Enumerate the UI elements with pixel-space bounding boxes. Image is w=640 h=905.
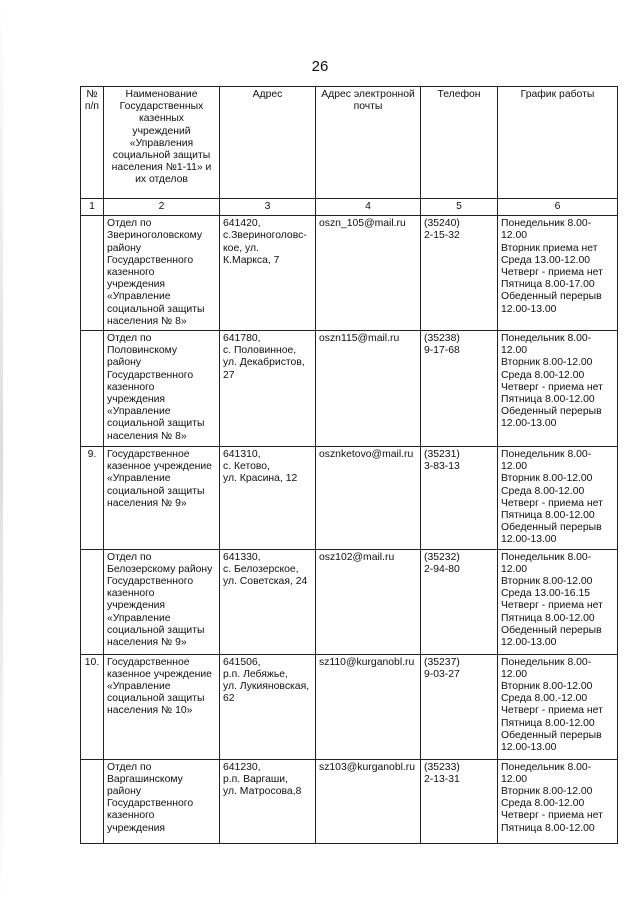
- email-cell: osz102@mail.ru: [316, 549, 421, 654]
- schedule-line: Четверг - приема нет: [501, 810, 603, 822]
- schedule-line: Четверг - приема нет: [501, 381, 603, 393]
- table-row: [81, 549, 618, 654]
- schedule-line: Пятница 8.00-12.00: [501, 394, 595, 406]
- institution-name-cell: Отдел по Половинскому району Государственного казенного учреждения «Управление социальной защиты населения № 8»: [104, 331, 220, 447]
- header-email: Адрес электронной почты: [316, 87, 421, 199]
- schedule-line: Четверг - приема нет: [501, 497, 603, 509]
- institution-name-cell: Отдел по Белозерскому району Государственного казенного учреждения «Управление социальной защиты населения № 9»: [104, 549, 220, 654]
- header-phone: Телефон: [421, 87, 498, 199]
- schedule-line: Пятница 8.00-12.00: [501, 612, 595, 624]
- address-cell: 641230, р.п. Варгаши, ул. Матросова,8: [220, 759, 316, 843]
- schedule-line: Вторник 8.00-12.00: [501, 681, 593, 693]
- header-name: Наименование Государственных казенных учреждений «Управления социальной защиты населения №1-11» и их отделов: [104, 87, 220, 199]
- schedule-cell: [498, 216, 618, 331]
- phone-cell: (35240) 2-15-32: [421, 216, 498, 331]
- column-number: 1: [81, 199, 104, 216]
- schedule-line: Пятница 8.00-12.00: [501, 717, 595, 729]
- schedule-cell: [498, 759, 618, 843]
- row-number-cell: 9.: [81, 447, 104, 550]
- email-cell: oszn115@mail.ru: [316, 331, 421, 447]
- schedule-line: Обеденный перерыв 12.00-13.00: [501, 406, 602, 430]
- header-address: Адрес: [220, 87, 316, 199]
- schedule-line: Понедельник 8.00- 12.00: [501, 449, 592, 473]
- schedule-line: Четверг - приема нет: [501, 267, 603, 279]
- institutions-table: [80, 86, 618, 844]
- schedule-line: Вторник 8.00-12.00: [501, 786, 593, 798]
- schedule-cell: [498, 654, 618, 759]
- schedule-line: Обеденный перерыв 12.00-13.00: [501, 624, 602, 649]
- table-row: [81, 447, 618, 550]
- address-cell: 641506, р.п. Лебяжье, ул. Лукияновская, 62: [220, 654, 316, 759]
- email-cell: sz103@kurganobl.ru: [316, 759, 421, 843]
- schedule-line: Четверг - приема нет: [501, 705, 603, 717]
- column-number: 4: [316, 199, 421, 216]
- schedule-line: Четверг - приема нет: [501, 600, 603, 612]
- schedule-line: Обеденный перерыв 12.00-13.00: [501, 729, 602, 754]
- column-number: 3: [220, 199, 316, 216]
- schedule-line: Понедельник 8.00- 12.00: [501, 333, 592, 357]
- address-cell: 641780, с. Половинное, ул. Декабристов, 27: [220, 331, 316, 447]
- schedule-line: Обеденный перерыв 12.00-13.00: [501, 291, 602, 315]
- institution-name-cell: Отдел по Звериноголовскому району Государственного казенного учреждения «Управление социальной защиты населения № 8»: [104, 216, 220, 331]
- schedule-line: Вторник приема нет: [501, 242, 598, 254]
- row-number-cell: 10.: [81, 654, 104, 759]
- email-cell: sz110@kurganobl.ru: [316, 654, 421, 759]
- schedule-line: Среда 8.00.-12.00: [501, 693, 588, 705]
- institution-name-cell: Государственное казенное учреждение «Управление социальной защиты населения № 10»: [104, 654, 220, 759]
- institution-name-cell: Отдел по Варгашинскому району Государственного казенного учреждения: [104, 759, 220, 843]
- phone-cell: (35233) 2-13-31: [421, 759, 498, 843]
- phone-cell: (35232) 2-94-80: [421, 549, 498, 654]
- email-cell: oszn_105@mail.ru: [316, 216, 421, 331]
- address-cell: 641330, с. Белозерское, ул. Советская, 24: [220, 549, 316, 654]
- row-number-cell: [81, 216, 104, 331]
- page-number: 26: [311, 58, 329, 75]
- schedule-line: Вторник 8.00-12.00: [501, 576, 593, 588]
- header-schedule: График работы: [498, 87, 618, 199]
- schedule-line: Среда 8.00-12.00: [501, 485, 585, 497]
- schedule-cell: [498, 447, 618, 550]
- schedule-line: Понедельник 8.00- 12.00: [501, 761, 592, 785]
- row-number-cell: [81, 549, 104, 654]
- schedule-line: Среда 8.00-12.00: [501, 798, 585, 810]
- schedule-line: Понедельник 8.00- 12.00: [501, 218, 592, 242]
- schedule-line: Среда 13.00-12.00: [501, 254, 591, 266]
- row-number-cell: [81, 759, 104, 843]
- schedule-line: Понедельник 8.00- 12.00: [501, 551, 592, 575]
- table-row: [81, 331, 618, 447]
- schedule-line: Обеденный перерыв 12.00-13.00: [501, 522, 602, 546]
- address-cell: 641420, с.Звериноголовс- кое, ул. К.Маркса, 7: [220, 216, 316, 331]
- schedule-line: Среда 8.00-12.00: [501, 369, 585, 381]
- column-number: 6: [498, 199, 618, 216]
- schedule-cell: [498, 549, 618, 654]
- header-row: [81, 87, 618, 199]
- schedule-cell: [498, 331, 618, 447]
- schedule-line: Вторник 8.00-12.00: [501, 473, 593, 485]
- column-number: 5: [421, 199, 498, 216]
- phone-cell: (35231) 3-83-13: [421, 447, 498, 550]
- schedule-line: Пятница 8.00-12.00: [501, 510, 595, 522]
- phone-cell: (35238) 9-17-68: [421, 331, 498, 447]
- table-row: [81, 759, 618, 843]
- schedule-line: Понедельник 8.00- 12.00: [501, 656, 592, 680]
- scan-edge-shadow: [0, 0, 3, 905]
- column-number-row: [81, 199, 618, 216]
- column-number: 2: [104, 199, 220, 216]
- table-row: [81, 654, 618, 759]
- row-number-cell: [81, 331, 104, 447]
- schedule-line: Вторник 8.00-12.00: [501, 357, 593, 369]
- address-cell: 641310, с. Кетово, ул. Красина, 12: [220, 447, 316, 550]
- phone-cell: (35237) 9-03-27: [421, 654, 498, 759]
- schedule-line: Среда 13.00-16.15: [501, 588, 591, 600]
- header-num: № п/п: [81, 87, 104, 199]
- schedule-line: Пятница 8.00-12.00: [501, 822, 595, 834]
- schedule-line: Пятница 8.00-17.00: [501, 279, 595, 291]
- table-row: [81, 216, 618, 331]
- institution-name-cell: Государственное казенное учреждение «Управление социальной защиты населения № 9»: [104, 447, 220, 550]
- email-cell: osznketovo@mail.ru: [316, 447, 421, 550]
